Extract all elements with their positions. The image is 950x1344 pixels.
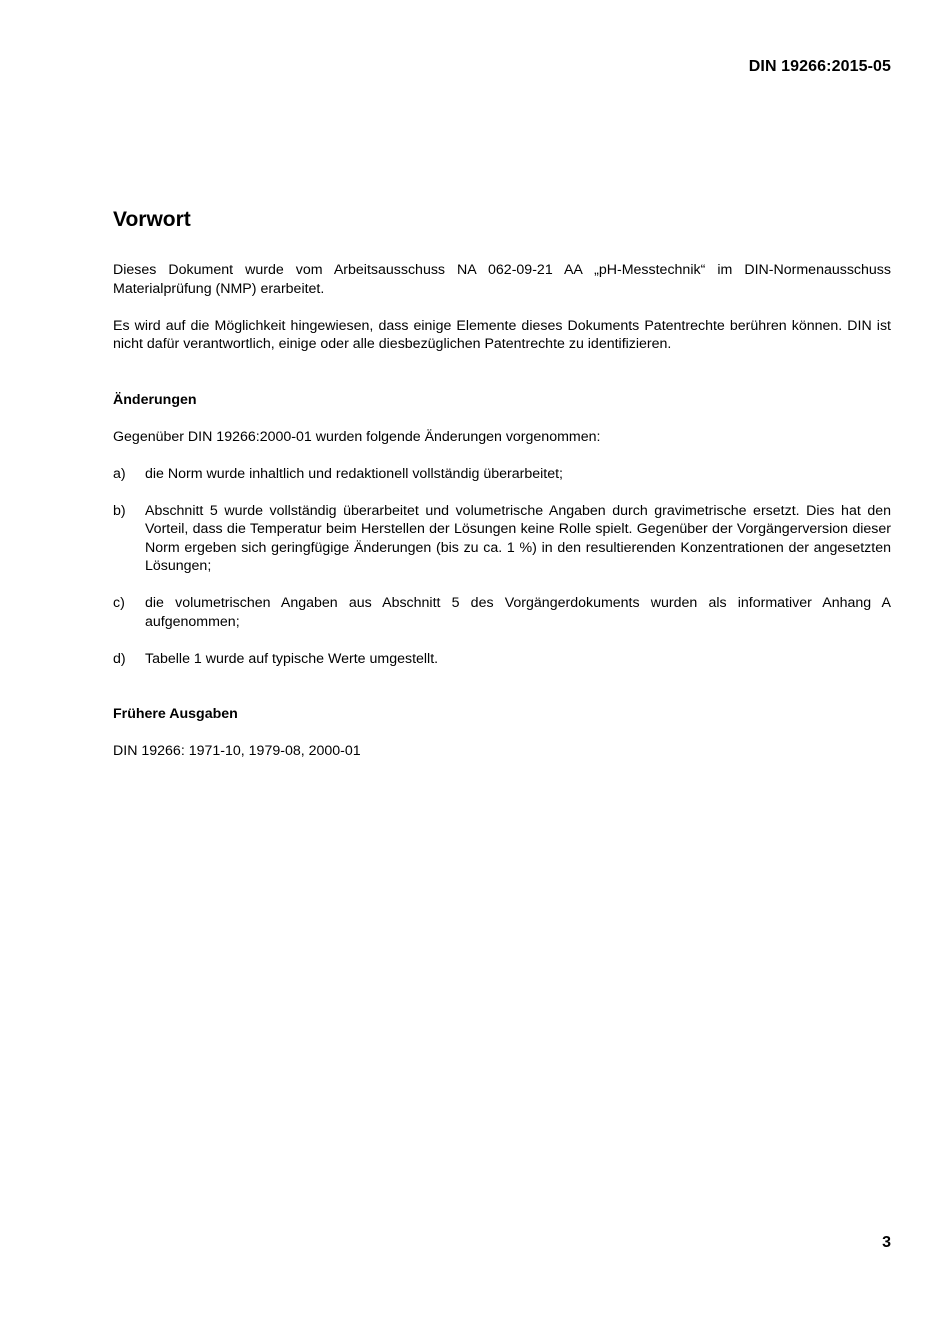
- list-marker: b): [113, 502, 126, 519]
- list-item-text: Tabelle 1 wurde auf typische Werte umgestellt.: [145, 650, 439, 667]
- changes-heading: Änderungen: [113, 391, 197, 408]
- list-item: [113, 650, 891, 669]
- list-item: [113, 594, 891, 631]
- document-body: [113, 206, 891, 779]
- list-marker: c): [113, 595, 125, 611]
- foreword-paragraph-1: Dieses Dokument wurde vom Arbeitsausschuss NA 062-09-21 AA „pH-Messtechnik“ im DIN-Normenausschuss Materialprüfung (NMP) erarbeitet.: [113, 262, 891, 297]
- list-marker: a): [113, 465, 126, 482]
- changes-list: [113, 465, 891, 669]
- earlier-editions-heading: Frühere Ausgaben: [113, 706, 238, 722]
- list-item-text: die Norm wurde inhaltlich und redaktionell vollständig überarbeitet;: [145, 465, 563, 482]
- page-title: Vorwort: [113, 208, 191, 231]
- list-item-text: die volumetrischen Angaben aus Abschnitt 5 des Vorgängerdokuments wurden als informativer Anhang A aufgenommen;: [145, 595, 891, 630]
- page-number: 3: [882, 1234, 891, 1251]
- list-marker: d): [113, 650, 126, 667]
- foreword-paragraph-2: Es wird auf die Möglichkeit hingewiesen, dass einige Elemente dieses Dokuments Patentrechte berühren können. DIN ist nicht dafür verantwortlich, einige oder alle diesbezüglichen Patentrechte zu identifizieren.: [113, 317, 891, 352]
- list-item-text: Abschnitt 5 wurde vollständig überarbeitet und volumetrische Angaben durch gravimetrische ersetzt. Dies hat den Vorteil, dass die Temperatur beim Herstellen der Lösungen keine Rolle spielt. Gegenüber der Vorgängerversion dieser Norm ergeben sich geringfügige Änderungen (bis zu ca. 1 %) in den resultierenden Konzentrationen der angesetzten Lösungen;: [145, 502, 891, 574]
- earlier-editions-text: DIN 19266: 1971-10, 1979-08, 2000-01: [113, 743, 361, 759]
- document-number: DIN 19266:2015-05: [748, 58, 891, 75]
- list-item: [113, 465, 891, 484]
- list-item: [113, 502, 891, 576]
- changes-intro: Gegenüber DIN 19266:2000-01 wurden folgende Änderungen vorgenommen:: [113, 428, 601, 445]
